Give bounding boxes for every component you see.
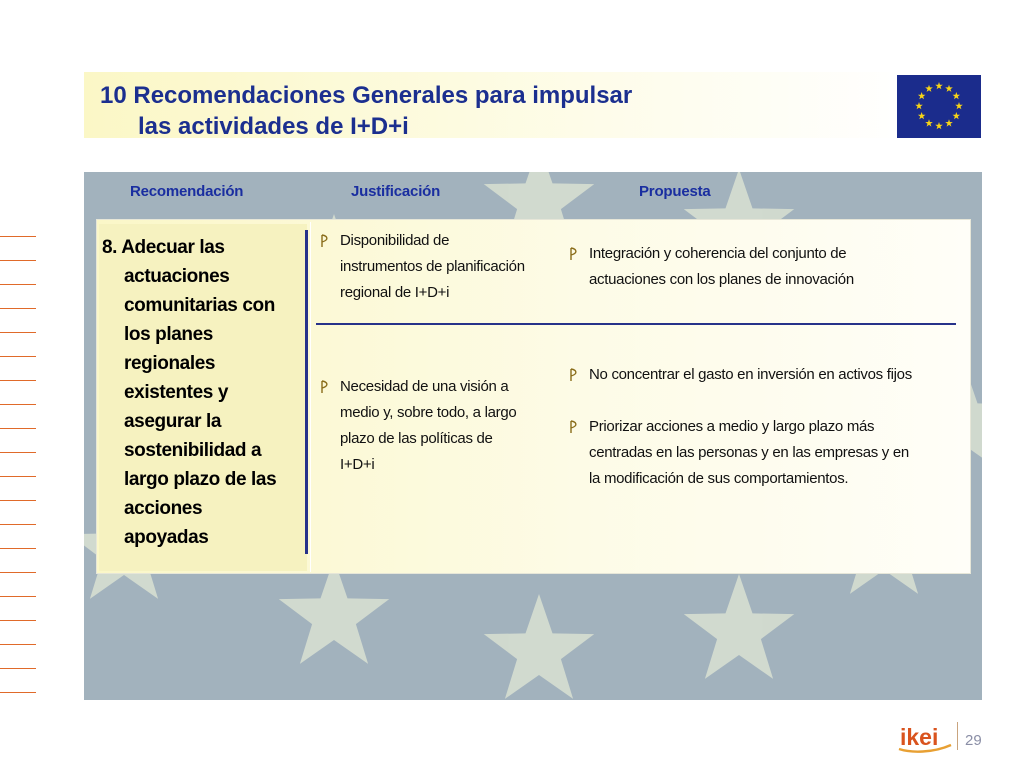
- recommendation-line: Adecuar las: [121, 237, 225, 258]
- justification-line: instrumentos de planificación: [340, 258, 525, 275]
- justification-line: regional de I+D+i: [340, 284, 450, 301]
- background-star: [484, 594, 594, 699]
- dash-line: [0, 596, 36, 597]
- leaf-bullet-icon: [569, 420, 579, 434]
- justification-item: [340, 228, 560, 306]
- proposal-line: Integración y coherencia del conjunto de: [589, 245, 847, 262]
- column-header-recomendacion: Recomendación: [130, 183, 244, 200]
- recommendation-number: 8.: [102, 237, 118, 258]
- row-divider: [316, 323, 956, 325]
- page-title: [100, 80, 632, 142]
- justification-line: Necesidad de una visión a: [340, 378, 509, 395]
- recommendation-text: [102, 233, 298, 552]
- dash-line: [0, 308, 36, 309]
- dash-line: [0, 476, 36, 477]
- proposal-item: [589, 414, 964, 492]
- proposal-line: actuaciones con los planes de innovación: [589, 271, 854, 288]
- column-divider-highlight: [310, 222, 311, 572]
- background-star: [279, 559, 389, 664]
- recommendation-line: apoyadas: [124, 527, 209, 548]
- dash-line: [0, 572, 36, 573]
- recommendation-line: existentes y: [124, 382, 228, 403]
- dash-line: [0, 452, 36, 453]
- column-header-justificacion: Justificación: [351, 183, 441, 200]
- dash-line: [0, 692, 36, 693]
- recommendation-line: regionales: [124, 353, 216, 374]
- dash-line: [0, 356, 36, 357]
- dash-line: [0, 524, 36, 525]
- leaf-bullet-icon: [569, 368, 579, 382]
- recommendation-line: largo plazo de las: [124, 469, 277, 490]
- recommendation-line: asegurar la: [124, 411, 221, 432]
- dash-line: [0, 332, 36, 333]
- dash-line: [0, 620, 36, 621]
- column-divider: [305, 230, 308, 554]
- recommendation-line: sostenibilidad a: [124, 440, 262, 461]
- justification-line: Disponibilidad de: [340, 232, 450, 249]
- logo-text: ikei: [900, 724, 939, 750]
- proposal-line: centradas en las personas y en las empresas y en: [589, 444, 909, 461]
- dash-line: [0, 500, 36, 501]
- recommendation-line: acciones: [124, 498, 203, 519]
- leaf-bullet-icon: [569, 247, 579, 261]
- eu-flag-icon: [897, 75, 981, 138]
- dash-line: [0, 548, 36, 549]
- dash-line: [0, 236, 36, 237]
- background-star: [684, 574, 794, 679]
- leaf-bullet-icon: [320, 234, 330, 248]
- dash-line: [0, 284, 36, 285]
- dash-line: [0, 380, 36, 381]
- dash-line: [0, 644, 36, 645]
- justification-line: medio y, sobre todo, a largo: [340, 404, 517, 421]
- page-number: 29: [965, 732, 982, 749]
- dash-line: [0, 428, 36, 429]
- footer-separator: [957, 722, 958, 750]
- recommendation-line: actuaciones: [124, 266, 230, 287]
- justification-line: I+D+i: [340, 456, 375, 473]
- dash-line: [0, 668, 36, 669]
- ikei-logo: [897, 723, 953, 755]
- proposal-item: [589, 241, 959, 293]
- proposal-item: [589, 362, 964, 388]
- proposal-line: No concentrar el gasto en inversión en activos fijos: [589, 366, 912, 383]
- title-line-1: 10 Recomendaciones Generales para impulsar: [100, 82, 633, 109]
- proposal-line: la modificación de sus comportamientos.: [589, 470, 849, 487]
- recommendation-line: los planes: [124, 324, 213, 345]
- dash-line: [0, 260, 36, 261]
- column-header-propuesta: Propuesta: [639, 183, 711, 200]
- leaf-bullet-icon: [320, 380, 330, 394]
- title-line-2: las actividades de I+D+i: [138, 113, 409, 140]
- proposal-line: Priorizar acciones a medio y largo plazo más: [589, 418, 875, 435]
- dash-line: [0, 404, 36, 405]
- recommendation-line: comunitarias con: [124, 295, 275, 316]
- justification-item: [340, 374, 560, 478]
- justification-line: plazo de las políticas de: [340, 430, 493, 447]
